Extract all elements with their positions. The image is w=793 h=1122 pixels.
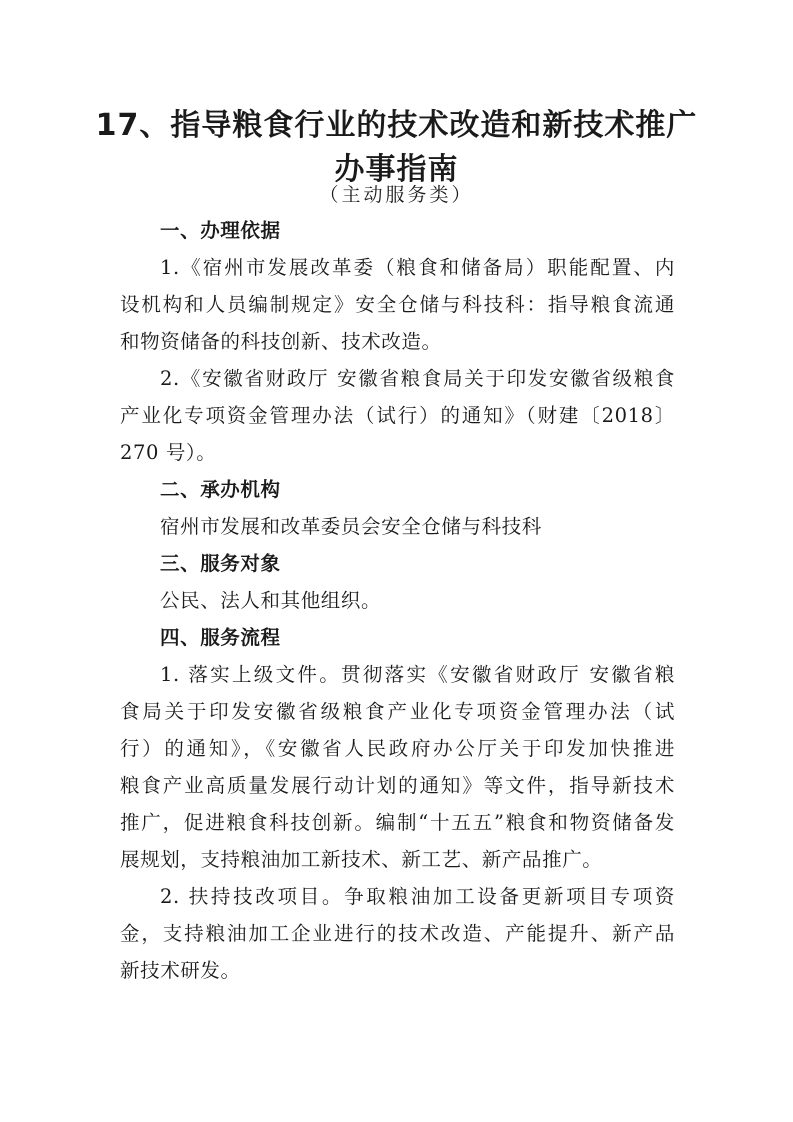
paragraph-line: 设机构和人员编制规定》安全仓储与科技科：指导粮食流通	[120, 293, 675, 316]
paragraph-line: 粮食产业高质量发展行动计划的通知》等文件，指导新技术	[120, 774, 675, 797]
page-title-line1: 17、指导粮食行业的技术改造和新技术推广	[95, 108, 698, 143]
paragraph-line: 1.《宿州市发展改革委（粮食和储备局）职能配置、内	[160, 256, 675, 279]
document-subtitle: （主动服务类）	[319, 184, 474, 206]
paragraph-line: 新技术研发。	[120, 959, 241, 982]
basis-item-1	[120, 249, 675, 360]
paragraph-line: 2.《安徽省财政厅 安徽省粮食局关于印发安徽省级粮食	[160, 367, 675, 390]
process-item-2	[120, 878, 675, 989]
paragraph-line: 推广，促进粮食科技创新。编制“十五五”粮食和物资储备发	[120, 811, 675, 834]
paragraph-line: 展规划，支持粮油加工新技术、新工艺、新产品推广。	[120, 848, 603, 871]
paragraph-line: 金，支持粮油加工企业进行的技术改造、产能提升、新产品	[120, 922, 675, 945]
paragraph-line: 行）的通知》，《安徽省人民政府办公厅关于印发加快推进	[120, 737, 675, 760]
paragraph-line: 和物资储备的科技创新、技术改造。	[120, 330, 442, 353]
process-item-1	[120, 656, 675, 878]
section-heading-agency: 二、承办机构	[160, 478, 281, 501]
basis-item-2	[120, 360, 675, 471]
section-heading-target: 三、服务对象	[160, 552, 281, 575]
paragraph-line: 食局关于印发安徽省级粮食产业化专项资金管理办法（试	[120, 700, 675, 723]
target-text: 公民、法人和其他组织。	[160, 589, 382, 612]
section-heading-basis: 一、办理依据	[160, 219, 281, 242]
section-heading-process: 四、服务流程	[160, 626, 281, 649]
paragraph-line: 产业化专项资金管理办法（试行）的通知》（财建〔2018〕	[120, 404, 675, 427]
page-title-line2: 办事指南	[334, 152, 459, 187]
paragraph-line: 1. 落实上级文件。贯彻落实《安徽省财政厅 安徽省粮	[160, 663, 675, 686]
document-body	[120, 212, 675, 989]
agency-text: 宿州市发展和改革委员会安全仓储与科技科	[160, 515, 542, 538]
paragraph-line: 2. 扶持技改项目。争取粮油加工设备更新项目专项资	[160, 885, 675, 908]
paragraph-line: 270 号）。	[120, 441, 217, 464]
